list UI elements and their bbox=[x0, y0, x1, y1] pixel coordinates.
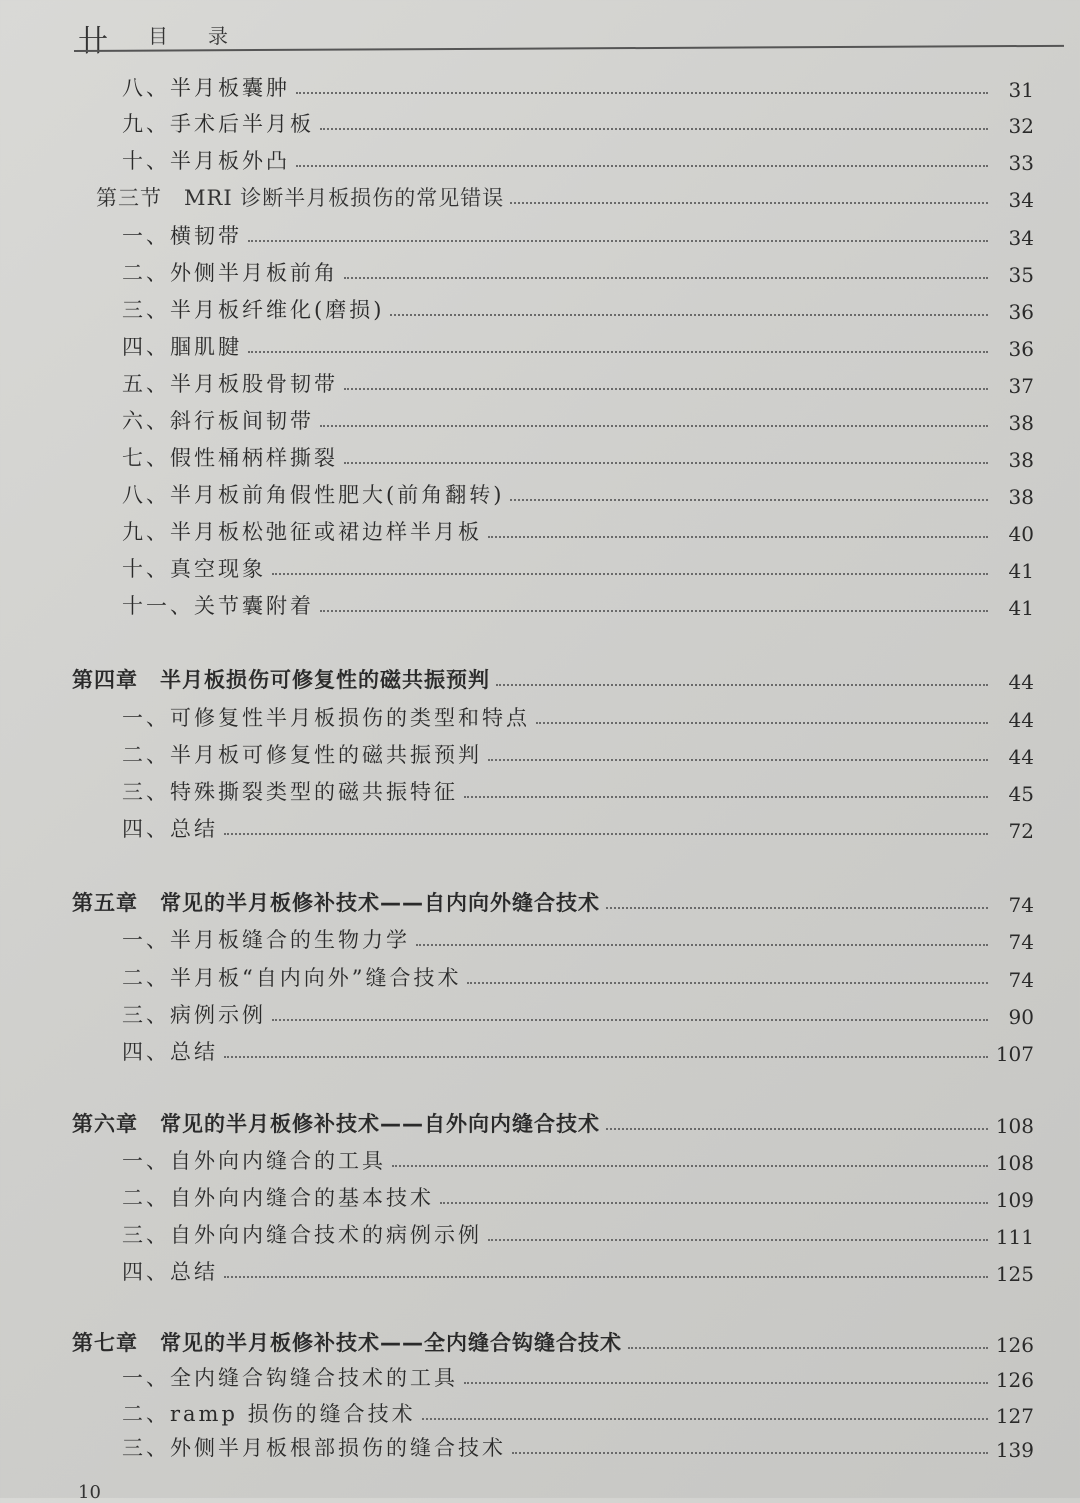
toc-item-row bbox=[122, 1143, 1034, 1175]
dot-leader bbox=[488, 536, 988, 538]
toc-page-number: 40 bbox=[1008, 522, 1034, 546]
toc-entry-label: 十、半月板外凸 bbox=[122, 149, 290, 173]
toc-chapter-row bbox=[72, 662, 1034, 694]
header-title: 目录 bbox=[148, 24, 268, 48]
toc-entry-label: 九、手术后半月板 bbox=[122, 112, 314, 136]
dot-leader bbox=[296, 92, 988, 94]
toc-item-row bbox=[122, 106, 1034, 138]
dot-leader bbox=[296, 165, 988, 167]
toc-item-row bbox=[122, 700, 1034, 732]
dot-leader bbox=[344, 277, 988, 279]
toc-page-number: 34 bbox=[1008, 188, 1034, 212]
toc-item-row bbox=[122, 1396, 1034, 1428]
toc-item-row bbox=[122, 440, 1034, 472]
dot-leader bbox=[248, 351, 988, 353]
toc-entry-label: 第七章 常见的半月板修补技术——全内缝合钩缝合技术 bbox=[72, 1331, 622, 1355]
toc-entry-label: 三、病例示例 bbox=[122, 1003, 266, 1027]
toc-item-row bbox=[122, 997, 1034, 1029]
header-ornament: 卄 bbox=[78, 24, 102, 59]
dot-leader bbox=[224, 833, 988, 835]
toc-item-row bbox=[122, 1254, 1034, 1286]
dot-leader bbox=[320, 610, 988, 612]
toc-page-number: 108 bbox=[995, 1151, 1034, 1175]
toc-page-number: 36 bbox=[1008, 300, 1034, 324]
toc-page-number: 125 bbox=[995, 1262, 1034, 1286]
toc-entry-label: 十、真空现象 bbox=[122, 557, 266, 581]
toc-page-number: 37 bbox=[1008, 374, 1034, 398]
toc-entry-label: 五、半月板股骨韧带 bbox=[122, 372, 338, 396]
toc-page-number: 127 bbox=[995, 1404, 1034, 1428]
toc-item-row bbox=[122, 922, 1034, 954]
dot-leader bbox=[464, 796, 988, 798]
toc-entry-label: 四、总结 bbox=[122, 817, 218, 841]
toc-entry-label: 六、斜行板间韧带 bbox=[122, 409, 314, 433]
toc-page-number: 31 bbox=[1008, 78, 1034, 102]
toc-page-number: 41 bbox=[1008, 596, 1034, 620]
toc-page-number: 41 bbox=[1008, 559, 1034, 583]
toc-page-number: 126 bbox=[995, 1333, 1034, 1357]
toc-page-number: 38 bbox=[1008, 411, 1034, 435]
toc-entry-label: 第六章 常见的半月板修补技术——自外向内缝合技术 bbox=[72, 1112, 600, 1136]
dot-leader bbox=[392, 1165, 988, 1167]
dot-leader bbox=[467, 982, 988, 984]
dot-leader bbox=[488, 1239, 988, 1241]
toc-entry-label: 二、ramp 损伤的缝合技术 bbox=[122, 1402, 416, 1426]
toc-chapter-row bbox=[72, 1325, 1034, 1357]
toc-page-number: 33 bbox=[1008, 151, 1034, 175]
toc-entry-label: 二、外侧半月板前角 bbox=[122, 261, 338, 285]
toc-page-number: 72 bbox=[1008, 819, 1034, 843]
toc-entry-label: 四、总结 bbox=[122, 1260, 218, 1284]
toc-entry-label: 八、半月板囊肿 bbox=[122, 76, 290, 100]
toc-page-number: 32 bbox=[1008, 114, 1034, 138]
toc-page-number: 74 bbox=[1008, 968, 1034, 992]
toc-entry-label: 二、自外向内缝合的基本技术 bbox=[122, 1186, 434, 1210]
dot-leader bbox=[510, 499, 988, 501]
toc-page-number: 44 bbox=[1008, 670, 1034, 694]
toc-item-row bbox=[122, 218, 1034, 250]
toc-entry-label: 第五章 常见的半月板修补技术——自内向外缝合技术 bbox=[72, 891, 600, 915]
toc-entry-label: 三、外侧半月板根部损伤的缝合技术 bbox=[122, 1436, 506, 1460]
dot-leader bbox=[488, 759, 988, 761]
dot-leader bbox=[320, 425, 988, 427]
toc-entry-label: 三、半月板纤维化(磨损) bbox=[122, 298, 385, 322]
toc-item-row bbox=[122, 514, 1034, 546]
toc-entry-label: 一、可修复性半月板损伤的类型和特点 bbox=[122, 706, 530, 730]
toc-entry-label: 八、半月板前角假性肥大(前角翻转) bbox=[122, 483, 505, 507]
page-number: 10 bbox=[78, 1482, 101, 1503]
toc-entry-label: 二、半月板“自内向外”缝合技术 bbox=[122, 966, 462, 990]
toc-item-row bbox=[122, 1034, 1034, 1066]
toc-item-row bbox=[122, 1217, 1034, 1249]
toc-item-row bbox=[122, 960, 1034, 992]
toc-item-row bbox=[122, 255, 1034, 287]
toc-item-row bbox=[122, 366, 1034, 398]
dot-leader bbox=[536, 722, 988, 724]
toc-entry-label: 第四章 半月板损伤可修复性的磁共振预判 bbox=[72, 668, 490, 692]
toc-page-number: 34 bbox=[1008, 226, 1034, 250]
dot-leader bbox=[272, 573, 988, 575]
dot-leader bbox=[248, 240, 988, 242]
toc-chapter-row bbox=[72, 1106, 1034, 1138]
dot-leader bbox=[606, 907, 988, 909]
toc-entry-label: 九、半月板松弛征或裙边样半月板 bbox=[122, 520, 482, 544]
dot-leader bbox=[224, 1276, 988, 1278]
toc-entry-label: 三、特殊撕裂类型的磁共振特征 bbox=[122, 780, 458, 804]
toc-page-number: 35 bbox=[1008, 263, 1034, 287]
toc-page-number: 90 bbox=[1008, 1005, 1034, 1029]
dot-leader bbox=[512, 1452, 988, 1454]
toc-section-row bbox=[96, 180, 1034, 212]
dot-leader bbox=[496, 684, 988, 686]
toc-page-number: 111 bbox=[995, 1225, 1034, 1249]
toc-page-number: 74 bbox=[1008, 893, 1034, 917]
dot-leader bbox=[272, 1019, 988, 1021]
toc-page-number: 44 bbox=[1008, 745, 1034, 769]
dot-leader bbox=[422, 1418, 988, 1420]
dot-leader bbox=[320, 128, 988, 130]
toc-page-number: 38 bbox=[1008, 448, 1034, 472]
toc-page-number: 38 bbox=[1008, 485, 1034, 509]
dot-leader bbox=[510, 202, 988, 204]
toc-entry-label: 十一、关节囊附着 bbox=[122, 594, 314, 618]
toc-entry-label: 一、全内缝合钩缝合技术的工具 bbox=[122, 1366, 458, 1390]
toc-item-row bbox=[122, 477, 1034, 509]
toc-item-row bbox=[122, 403, 1034, 435]
toc-entry-label: 七、假性桶柄样撕裂 bbox=[122, 446, 338, 470]
dot-leader bbox=[344, 388, 988, 390]
toc-item-row bbox=[122, 1180, 1034, 1212]
toc-entry-label: 三、自外向内缝合技术的病例示例 bbox=[122, 1223, 482, 1247]
toc-page-number: 109 bbox=[995, 1188, 1034, 1212]
toc-item-row bbox=[122, 737, 1034, 769]
toc-item-row bbox=[122, 143, 1034, 175]
toc-entry-label: 一、横韧带 bbox=[122, 224, 242, 248]
toc-entry-label: 二、半月板可修复性的磁共振预判 bbox=[122, 743, 482, 767]
toc-page-number: 108 bbox=[995, 1114, 1034, 1138]
dot-leader bbox=[224, 1056, 988, 1058]
dot-leader bbox=[390, 314, 988, 316]
dot-leader bbox=[628, 1347, 988, 1349]
dot-leader bbox=[606, 1128, 988, 1130]
toc-page-number: 36 bbox=[1008, 337, 1034, 361]
toc-chapter-row bbox=[72, 885, 1034, 917]
toc-page-number: 74 bbox=[1008, 930, 1034, 954]
toc-page-number: 44 bbox=[1008, 708, 1034, 732]
toc-item-row bbox=[122, 292, 1034, 324]
toc-page-number: 139 bbox=[995, 1438, 1034, 1462]
toc-item-row bbox=[122, 774, 1034, 806]
toc-item-row bbox=[122, 70, 1034, 102]
toc-entry-label: 一、半月板缝合的生物力学 bbox=[122, 928, 410, 952]
toc-item-row bbox=[122, 551, 1034, 583]
toc-item-row bbox=[122, 329, 1034, 361]
toc-page-number: 126 bbox=[995, 1368, 1034, 1392]
toc-entry-label: 第三节 MRI 诊断半月板损伤的常见错误 bbox=[96, 186, 505, 210]
toc-item-row bbox=[122, 811, 1034, 843]
toc-entry-label: 四、腘肌腱 bbox=[122, 335, 242, 359]
dot-leader bbox=[464, 1382, 988, 1384]
toc-item-row bbox=[122, 1360, 1034, 1392]
toc-entry-label: 四、总结 bbox=[122, 1040, 218, 1064]
dot-leader bbox=[440, 1202, 988, 1204]
toc-item-row bbox=[122, 588, 1034, 620]
dot-leader bbox=[344, 462, 988, 464]
toc-entry-label: 一、自外向内缝合的工具 bbox=[122, 1149, 386, 1173]
toc-page-number: 45 bbox=[1008, 782, 1034, 806]
toc-item-row bbox=[122, 1430, 1034, 1462]
dot-leader bbox=[416, 944, 988, 946]
toc-page-number: 107 bbox=[995, 1042, 1034, 1066]
